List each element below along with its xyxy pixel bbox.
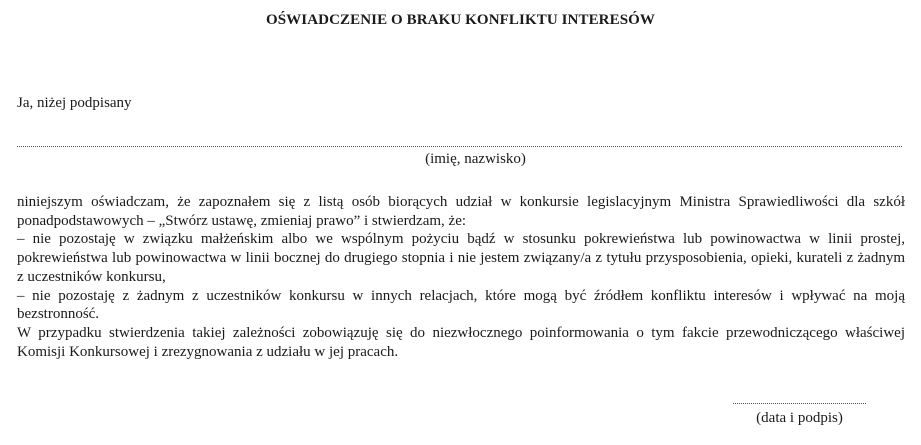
- declaration-body: [17, 193, 905, 361]
- signature-fill-line: [733, 403, 866, 404]
- intro-text: Ja, niżej podpisany: [17, 95, 132, 111]
- signature-caption: (data i podpis): [756, 410, 843, 426]
- declaration-paragraph: – nie pozostaję z żadnym z uczestników konkursu w innych relacjach, które mogą być źródłem konfliktu interesów i wpływać na moją bezstronność.: [17, 287, 905, 323]
- name-fill-line: [17, 146, 902, 147]
- declaration-paragraph: – nie pozostaję w związku małżeńskim albo we wspólnym pożyciu bądź w stosunku pokrewieństwa lub powinowactwa w linii prostej, pokrewieństwa lub powinowactwa w linii bocznej do drugiego stopnia i nie jestem związany/a z tytułu przysposobienia, opieki, kurateli z żadnym z uczestników konkursu,: [17, 231, 905, 285]
- declaration-paragraph: W przypadku stwierdzenia takiej zależności zobowiązuję się do niezwłocznego poinformowania o tym fakcie przewodniczącego właściwej Komisji Konkursowej i zrezygnowania z udziału w jej pracach.: [17, 324, 905, 360]
- declaration-paragraph: niniejszym oświadczam, że zapoznałem się z listą osób biorących udział w konkursie legislacyjnym Ministra Sprawiedliwości dla szkół ponadpodstawowych – „Stwórz ustawę, zmieniaj prawo” i stwierdzam, że:: [17, 194, 905, 229]
- name-caption: (imię, nazwisko): [425, 151, 526, 167]
- document-title: OŚWIADCZENIE O BRAKU KONFLIKTU INTERESÓW: [265, 12, 656, 28]
